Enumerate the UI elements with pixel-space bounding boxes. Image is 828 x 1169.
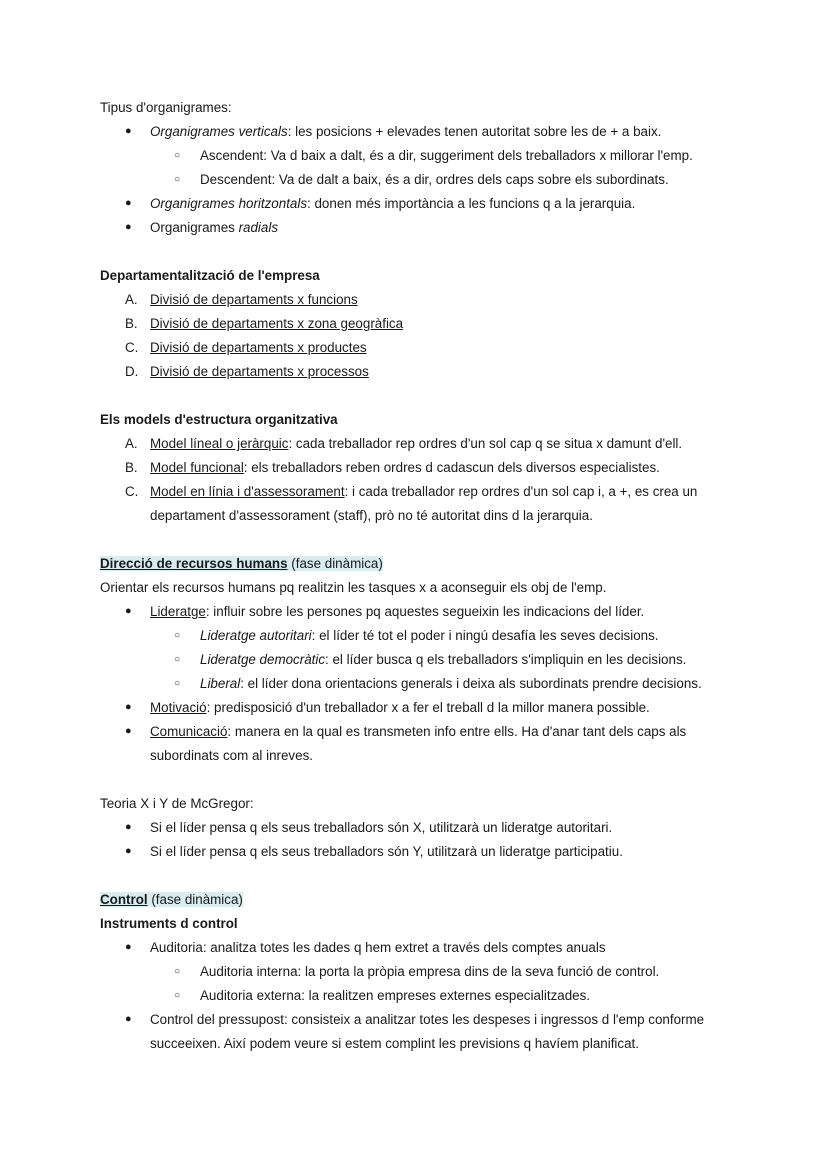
section-title-tipus: Tipus d'organigrames: bbox=[100, 100, 232, 115]
list-item: Auditoria: analitza totes les dades q hem extret a través dels comptes anuals bbox=[150, 940, 606, 955]
definition: : les posicions + elevades tenen autoritat sobre les de + a baix. bbox=[287, 124, 662, 139]
definition: : el líder busca q els treballadors s'impliquin en les decisions. bbox=[325, 652, 687, 667]
definition: : cada treballador rep ordres d'un sol cap q se situa x damunt d'ell. bbox=[288, 436, 683, 451]
section-title-models: Els models d'estructura organitzativa bbox=[100, 412, 338, 427]
list-marker: B. bbox=[125, 316, 138, 331]
list-item bbox=[150, 603, 644, 620]
list-item: Divisió de departaments x productes bbox=[150, 340, 367, 355]
sub-list-item bbox=[200, 627, 659, 644]
term: Liberal bbox=[200, 676, 241, 691]
phase-label: (fase dinàmica) bbox=[147, 892, 243, 907]
sub-list-item: Auditoria interna: la porta la pròpia empresa dins de la seva funció de control. bbox=[200, 964, 660, 979]
term: Model funcional bbox=[150, 460, 244, 475]
definition: : influir sobre les persones pq aquestes segueixin les indicacions del líder. bbox=[205, 604, 645, 619]
term: Comunicació bbox=[150, 724, 228, 739]
bullet-icon: ● bbox=[125, 221, 132, 233]
phase-label: (fase dinàmica) bbox=[287, 556, 383, 571]
list-item bbox=[150, 123, 661, 140]
list-marker: A. bbox=[125, 292, 138, 307]
term: Organigrames horitzontals bbox=[150, 196, 308, 211]
term: Lideratge bbox=[150, 604, 206, 619]
list-item bbox=[150, 195, 635, 212]
definition: : els treballadors reben ordres d cadascun dels diversos especialistes. bbox=[243, 460, 660, 475]
sub-list-item bbox=[200, 651, 686, 668]
sub-list-item: Descendent: Va de dalt a baix, és a dir, ordres dels caps sobre els subordinats. bbox=[200, 172, 669, 187]
bullet-icon: ● bbox=[125, 1013, 132, 1025]
circle-bullet-icon: ○ bbox=[174, 174, 181, 185]
circle-bullet-icon: ○ bbox=[174, 966, 181, 977]
list-marker: C. bbox=[125, 340, 139, 355]
term: Organigrames verticals bbox=[150, 124, 288, 139]
sub-list-item: Ascendent: Va d baix a dalt, és a dir, suggeriment dels treballadors x millorar l'emp. bbox=[200, 148, 693, 163]
paragraph: Orientar els recursos humans pq realitzin les tasques x a aconseguir els obj de l'emp. bbox=[100, 580, 607, 595]
term: Model líneal o jeràrquic bbox=[150, 436, 289, 451]
list-item bbox=[150, 219, 278, 236]
list-item-continuation: departament d'assessorament (staff), prò no té autoritat dins d la jerarquia. bbox=[150, 508, 593, 523]
definition: : el líder té tot el poder i ningú desafía les seves decisions. bbox=[311, 628, 659, 643]
subsection-title: Instruments d control bbox=[100, 916, 238, 931]
term: Lideratge democràtic bbox=[200, 652, 326, 667]
bullet-icon: ● bbox=[125, 701, 132, 713]
list-item bbox=[150, 723, 686, 740]
bullet-icon: ● bbox=[125, 605, 132, 617]
list-item bbox=[150, 435, 682, 452]
list-item bbox=[150, 483, 697, 500]
section-title-rrhh bbox=[100, 555, 383, 572]
list-item: Control del pressupost: consisteix a analitzar totes les despeses i ingressos d l'emp conforme bbox=[150, 1012, 705, 1027]
circle-bullet-icon: ○ bbox=[174, 654, 181, 665]
list-marker: B. bbox=[125, 460, 138, 475]
definition: : i cada treballador rep ordres d'un sol cap i, a +, es crea un bbox=[344, 484, 698, 499]
term: radials bbox=[238, 220, 279, 235]
circle-bullet-icon: ○ bbox=[174, 990, 181, 1001]
list-marker: D. bbox=[125, 364, 139, 379]
list-item-continuation: subordinats com al inreves. bbox=[150, 748, 313, 763]
bullet-icon: ● bbox=[125, 821, 132, 833]
circle-bullet-icon: ○ bbox=[174, 630, 181, 641]
list-item: Divisió de departaments x zona geogràfica bbox=[150, 316, 404, 331]
circle-bullet-icon: ○ bbox=[174, 150, 181, 161]
bullet-icon: ● bbox=[125, 941, 132, 953]
list-item bbox=[150, 459, 660, 476]
term: Lideratge autoritari bbox=[200, 628, 312, 643]
bullet-icon: ● bbox=[125, 845, 132, 857]
sub-list-item: Auditoria externa: la realitzen empreses externes especialitzades. bbox=[200, 988, 591, 1003]
bullet-icon: ● bbox=[125, 125, 132, 137]
circle-bullet-icon: ○ bbox=[174, 678, 181, 689]
term: Motivació bbox=[150, 700, 207, 715]
term: Model en línia i d'assessorament bbox=[150, 484, 345, 499]
sub-list-item bbox=[200, 675, 702, 692]
list-item: Divisió de departaments x funcions bbox=[150, 292, 358, 307]
text: Organigrames bbox=[150, 220, 239, 235]
bullet-icon: ● bbox=[125, 197, 132, 209]
list-item-continuation: succeeixen. Així podem veure si estem complint les previsions q havíem planificat. bbox=[150, 1036, 639, 1051]
list-item: Si el líder pensa q els seus treballadors són X, utilitzarà un lideratge autoritari. bbox=[150, 820, 613, 835]
definition: : donen més importància a les funcions q a la jerarquia. bbox=[307, 196, 636, 211]
list-item: Si el líder pensa q els seus treballadors són Y, utilitzarà un lideratge participatiu. bbox=[150, 844, 623, 859]
definition: : predisposició d'un treballador x a fer el treball d la millor manera possible. bbox=[206, 700, 650, 715]
bullet-icon: ● bbox=[125, 725, 132, 737]
list-item bbox=[150, 699, 650, 716]
list-marker: A. bbox=[125, 436, 138, 451]
list-item: Divisió de departaments x processos bbox=[150, 364, 369, 379]
section-title-control bbox=[100, 891, 243, 908]
highlighted-title: Control bbox=[100, 892, 148, 907]
definition: : manera en la qual es transmeten info entre ells. Ha d'anar tant dels caps als bbox=[227, 724, 687, 739]
definition: : el líder dona orientacions generals i deixa als subordinats prendre decisions. bbox=[240, 676, 702, 691]
highlighted-title: Direcció de recursos humans bbox=[100, 556, 288, 571]
section-title-dept: Departamentalització de l'empresa bbox=[100, 268, 320, 283]
list-marker: C. bbox=[125, 484, 139, 499]
section-title-mcgregor: Teoria X i Y de McGregor: bbox=[100, 796, 254, 811]
